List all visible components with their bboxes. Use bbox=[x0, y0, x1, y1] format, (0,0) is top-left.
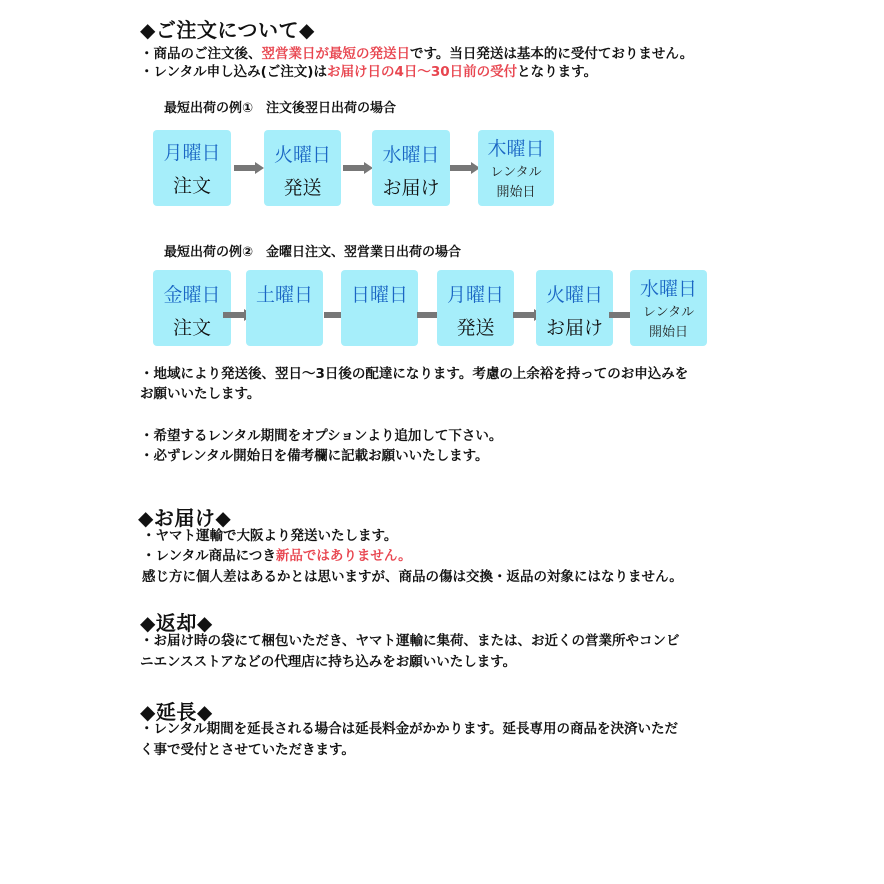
highlight-text: 翌営業日が最短の発送日 bbox=[261, 46, 410, 62]
step-box-wednesday bbox=[372, 130, 450, 206]
note-line-2: お願いいたします。 bbox=[140, 386, 261, 402]
action-label: 注文 bbox=[172, 175, 211, 197]
day-label: 日曜日 bbox=[350, 284, 408, 306]
delivery-line-1: ・ヤマト運輸で大阪より発送いたします。 bbox=[142, 528, 398, 544]
text: ・レンタル商品につき bbox=[142, 548, 276, 564]
step-box-wednesday bbox=[630, 270, 707, 346]
text: ・レンタル申し込み(ご注文)は bbox=[140, 64, 327, 80]
day-label: 木曜日 bbox=[487, 138, 545, 160]
return-line-1: ・お届け時の袋にて梱包いただき、ヤマト運輸に集荷、または、お近くの営業所やコンビ bbox=[140, 633, 680, 649]
text: です。当日発送は基本的に受付ておりません。 bbox=[410, 46, 694, 62]
extension-line-2: く事で受付とさせていただきます。 bbox=[140, 742, 355, 758]
action-label: お届け bbox=[545, 317, 603, 339]
step-box-monday bbox=[153, 130, 231, 206]
day-label: 水曜日 bbox=[382, 144, 440, 166]
delivery-line-3: 感じ方に個人差はあるかとは思いますが、商品の傷は交換・返品の対象にはなりません。 bbox=[142, 569, 683, 585]
step-box-tuesday bbox=[264, 130, 341, 206]
note-line-1: ・地域により発送後、翌日〜3日後の配達になります。考慮の上余裕を持ってのお申込みを bbox=[140, 366, 689, 382]
text: となります。 bbox=[517, 64, 598, 80]
step-box-tuesday bbox=[536, 270, 613, 346]
highlight-text: 新品ではありません。 bbox=[275, 548, 412, 564]
return-line-2: ニエンスストアなどの代理店に持ち込みをお願いいたします。 bbox=[140, 654, 517, 670]
day-label: 金曜日 bbox=[163, 284, 221, 306]
extension-heading: ◆延長◆ bbox=[140, 700, 213, 724]
note-line-4: ・必ずレンタル開始日を備考欄に記載お願いいたします。 bbox=[140, 448, 489, 464]
step-box-saturday bbox=[246, 270, 323, 346]
day-label: 月曜日 bbox=[163, 142, 221, 164]
step-box-sunday bbox=[341, 270, 418, 346]
day-label: 火曜日 bbox=[545, 284, 603, 306]
text: ・商品のご注文後、 bbox=[140, 46, 262, 62]
arrow-right-icon bbox=[234, 162, 264, 174]
highlight-text: お届け日の4日〜30日前の受付 bbox=[326, 64, 518, 80]
action-label: お届け bbox=[382, 177, 440, 199]
action-label: 開始日 bbox=[496, 185, 536, 200]
arrow-right-icon bbox=[343, 162, 373, 174]
day-label: 火曜日 bbox=[273, 144, 331, 166]
action-label: 発送 bbox=[456, 317, 495, 339]
example2-title: 最短出荷の例② 金曜日注文、翌営業日出荷の場合 bbox=[164, 245, 462, 260]
order-heading: ◆ご注文について◆ bbox=[140, 18, 315, 42]
action-label: 開始日 bbox=[648, 325, 688, 340]
note-line-3: ・希望するレンタル期間をオプションより追加して下さい。 bbox=[140, 428, 503, 444]
action-label: レンタル bbox=[490, 165, 542, 180]
step-box-monday bbox=[437, 270, 514, 346]
day-label: 土曜日 bbox=[255, 284, 313, 306]
delivery-line-2 bbox=[142, 546, 412, 566]
return-heading: ◆返却◆ bbox=[140, 611, 213, 635]
step-box-friday bbox=[153, 270, 231, 346]
order-line-1 bbox=[140, 44, 693, 64]
action-label: レンタル bbox=[642, 305, 695, 320]
order-line-2 bbox=[140, 62, 597, 82]
day-label: 水曜日 bbox=[639, 278, 697, 300]
arrow-right-icon bbox=[450, 162, 480, 174]
action-label: 発送 bbox=[283, 177, 322, 199]
action-label: 注文 bbox=[172, 317, 211, 339]
extension-line-1: ・レンタル期間を延長される場合は延長料金がかかります。延長専用の商品を決済いただ bbox=[140, 721, 679, 737]
step-box-thursday bbox=[478, 130, 554, 206]
example1-title: 最短出荷の例① 注文後翌日出荷の場合 bbox=[164, 101, 397, 116]
day-label: 月曜日 bbox=[446, 284, 504, 306]
delivery-heading: ◆お届け◆ bbox=[138, 506, 232, 530]
